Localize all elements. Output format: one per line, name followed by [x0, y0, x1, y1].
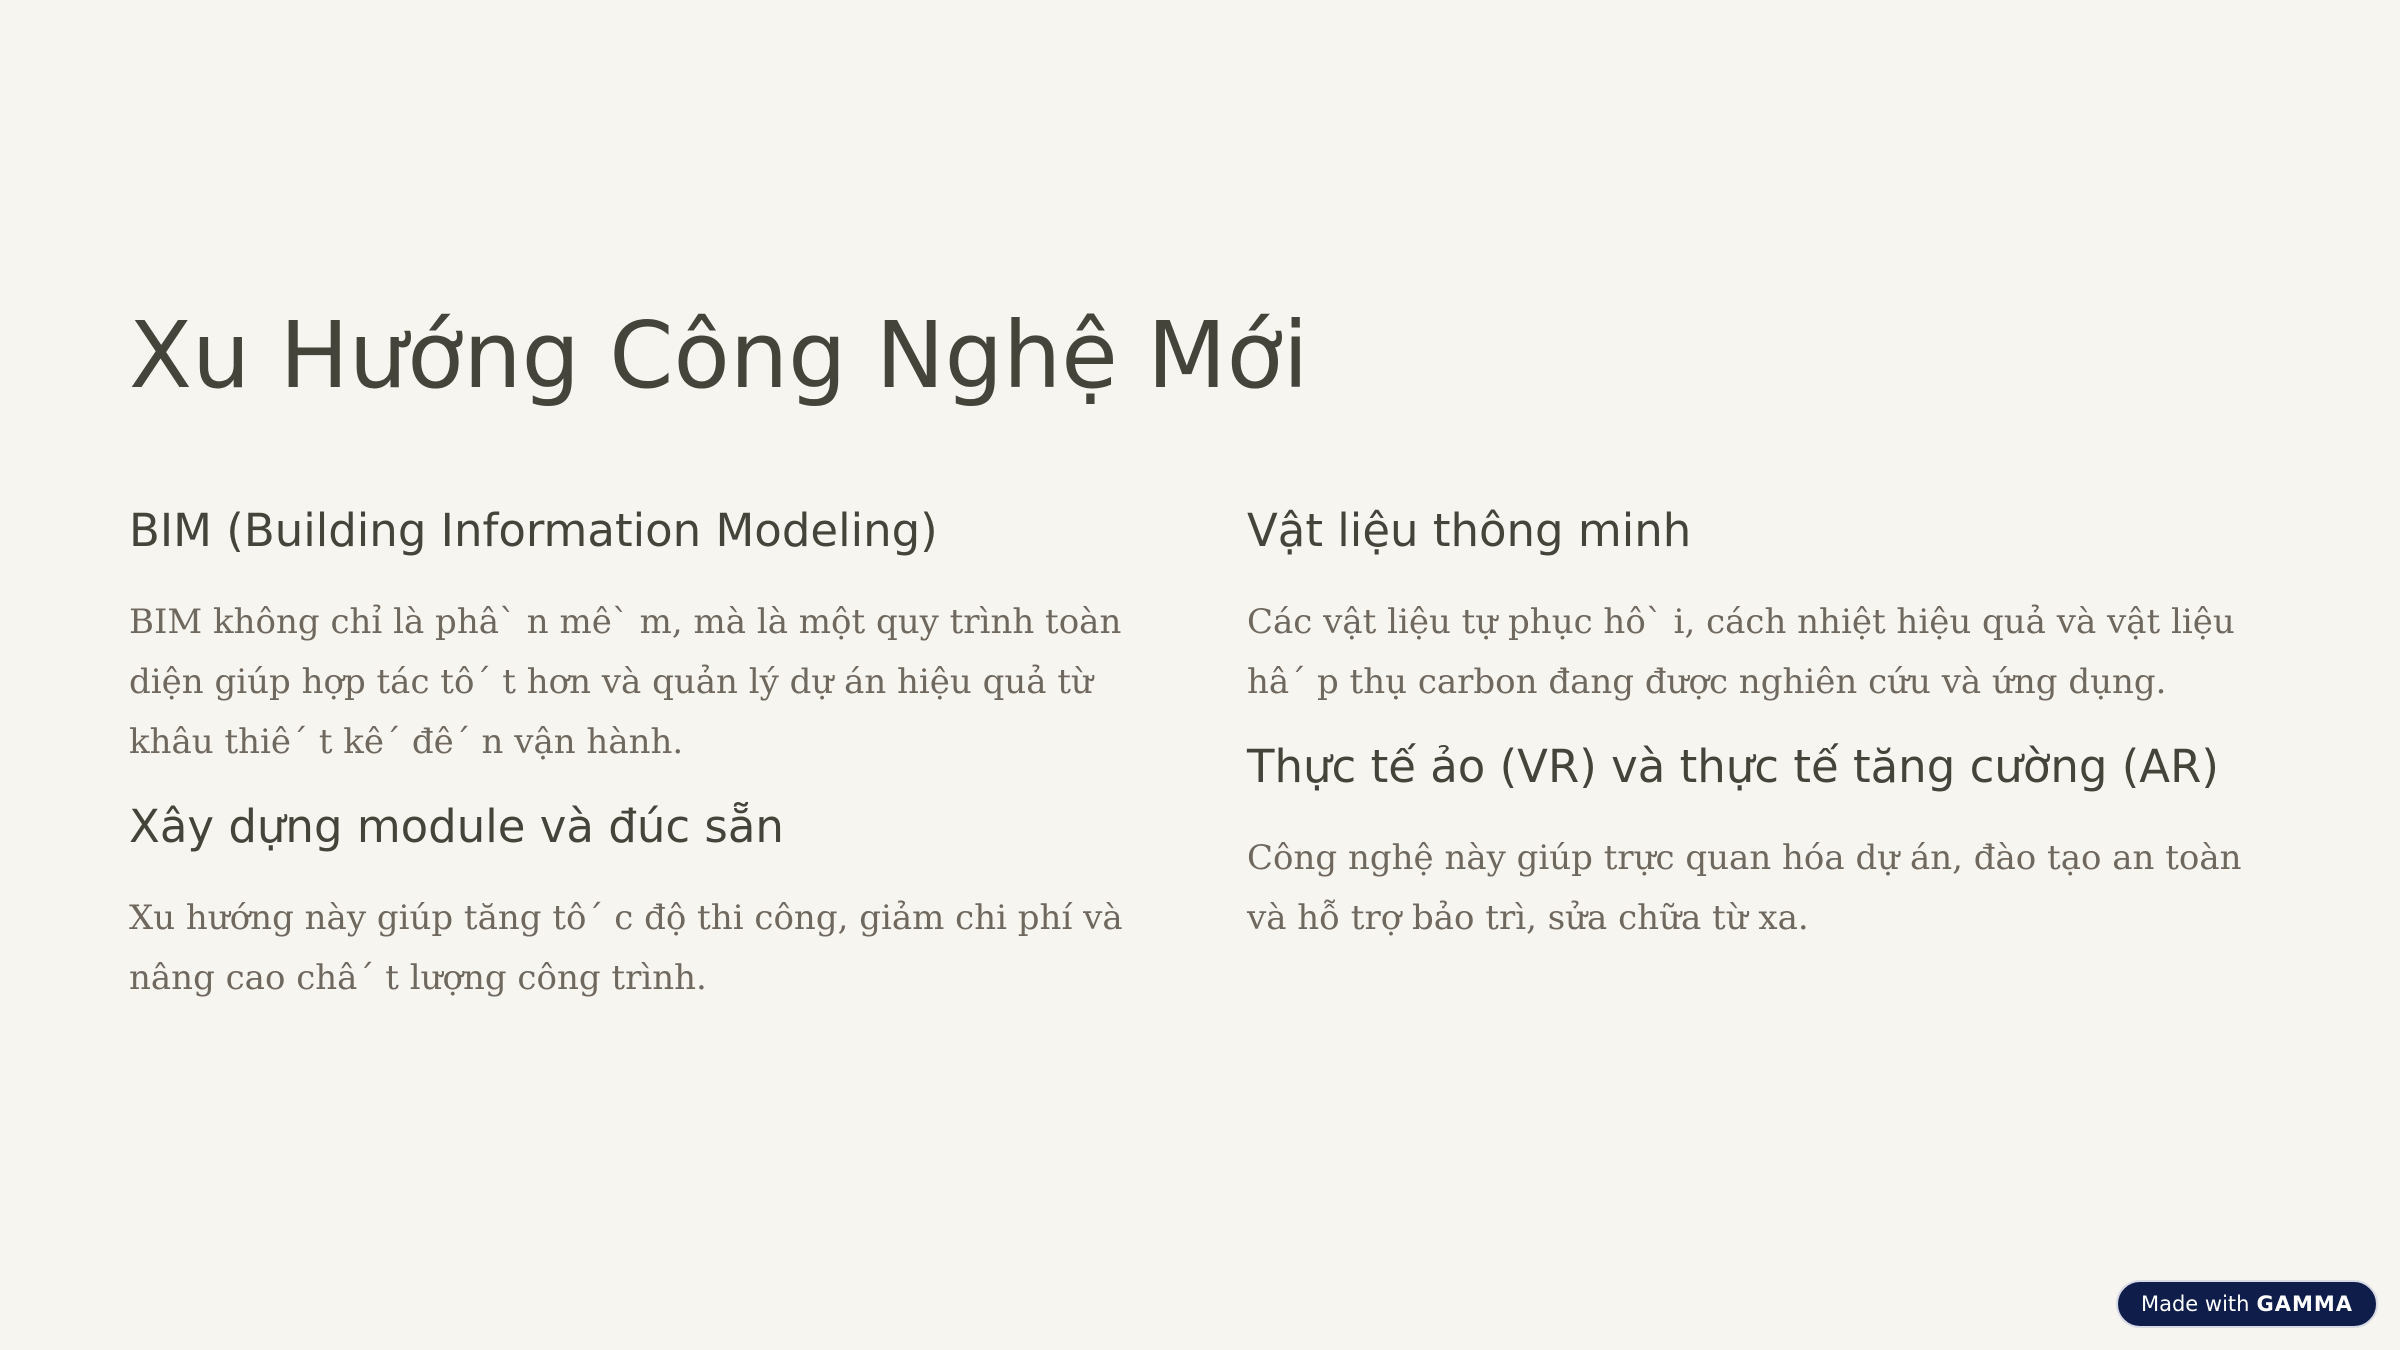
section-heading: Vật liệu thông minh: [1247, 504, 1692, 557]
section-heading: BIM (Building Information Modeling): [129, 504, 938, 557]
section-vr-ar: [1247, 734, 2287, 948]
left-column: [129, 498, 1169, 1008]
right-column: [1247, 498, 2287, 948]
section-smart-materials: [1247, 498, 2287, 712]
section-bim: [129, 498, 1169, 772]
gamma-logo: GAMMA: [2256, 1292, 2353, 1316]
section-text: BIM không chỉ là phâ` n mê` m, mà là một quy trình toàn diện giúp hợp tác tô´ t hơn và quản lý dự án hiệu quả từ khâu thiê´ t kê´ đê´ n vận hành.: [129, 602, 1122, 762]
section-text: Các vật liệu tự phục hô` i, cách nhiệt hiệu quả và vật liệu hâ´ p thụ carbon đang được nghiên cứu và ứng dụng.: [1247, 602, 2235, 702]
section-text: Xu hướng này giúp tăng tô´ c độ thi công, giảm chi phí và nâng cao châ´ t lượng công trình.: [129, 898, 1123, 998]
section-heading: Thực tế ảo (VR) và thực tế tăng cường (AR): [1247, 740, 2219, 793]
section-module: [129, 794, 1169, 1008]
made-with-gamma-badge[interactable]: [2116, 1280, 2378, 1328]
section-heading: Xây dựng module và đúc sẵn: [129, 800, 784, 853]
badge-prefix: Made with: [2140, 1292, 2250, 1316]
slide-title: Xu Hướng Công Nghệ Mới: [129, 302, 1309, 409]
section-text: Công nghệ này giúp trực quan hóa dự án, đào tạo an toàn và hỗ trợ bảo trì, sửa chữa từ xa.: [1247, 838, 2242, 938]
